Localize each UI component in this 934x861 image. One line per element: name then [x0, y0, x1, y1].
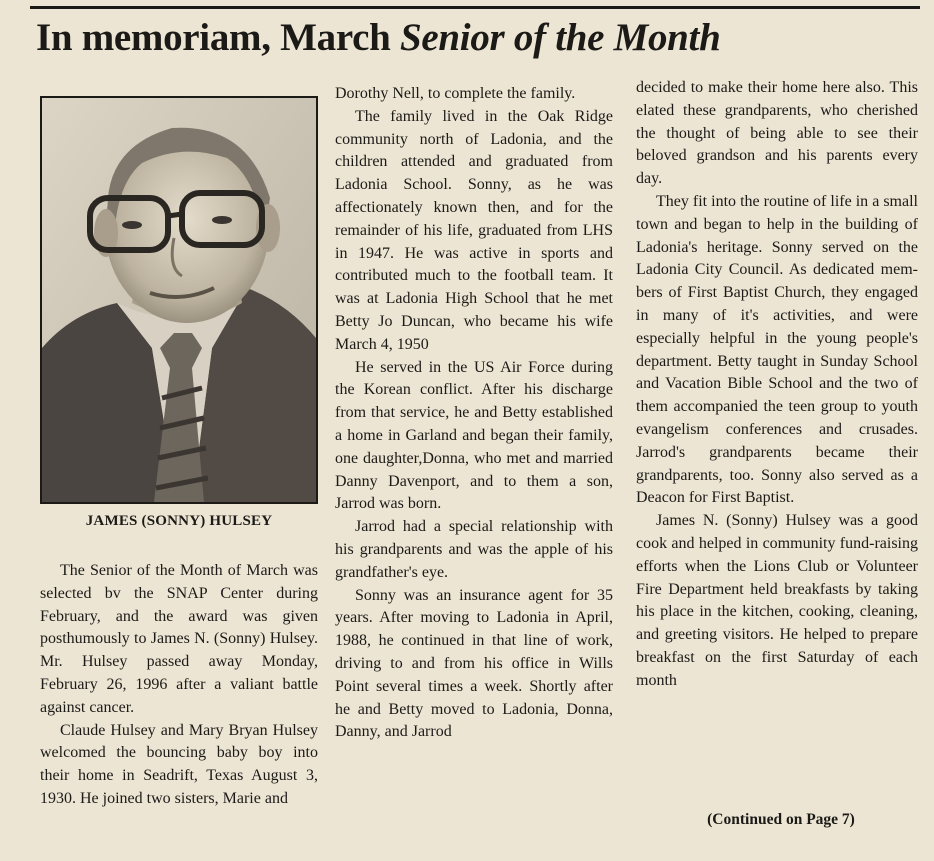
- headline: [36, 12, 916, 64]
- article-column-2: [335, 83, 613, 861]
- top-rule: [30, 0, 920, 9]
- paragraph: Jarrod had a special relationship with his grandparents and was the apple of his grandfather's eye.: [335, 518, 613, 581]
- headline-text: In memoriam, March: [36, 16, 401, 59]
- paragraph: decided to make their home here also. This elated these grandparents, who cherished the thought of being able to see their beloved grandson and his parents every day.: [636, 79, 918, 188]
- portrait-image: [42, 98, 316, 502]
- paragraph: The Senior of the Month of March was selected bv the SNAP Center during February, and the award was given posthumously to James N. (Sonny) Hulsey. Mr. Hulsey passed away Monday, February 26, 1996 after a valiant battle against cancer.: [40, 562, 318, 716]
- continued-on-page-link[interactable]: (Continued on Page 7): [707, 811, 855, 828]
- paragraph: Claude Hulsey and Mary Bryan Hulsey welcomed the bouncing baby boy into their home in Seadrift, Texas August 3, 1930. He joined two sisters, Marie and: [40, 721, 318, 807]
- article-column-1: [40, 560, 318, 860]
- photo-caption: JAMES (SONNY) HULSEY: [85, 513, 273, 529]
- portrait-photo: [40, 96, 318, 504]
- paragraph: James N. (Sonny) Hulsey was a good cook and helped in community fund-raising efforts when the Lions Club or Volunteer Fire Department held breakfasts by taking his place in the kitchen, cooking, cleaning, and greeting visitors. He helped to prepare breakfast on the first Saturday of each month: [636, 512, 918, 689]
- paragraph: Dorothy Nell, to complete the family.: [335, 85, 576, 102]
- paragraph: The family lived in the Oak Ridge community north of Ladonia, and the children attended and graduated from Ladonia School. Sonny, as he was affectionately known then, and for the remainder of his life, graduated from LHS in 1947. He was active in sports and contributed much to the football team. It was at Ladonia High School that he met Betty Jo Duncan, who became his wife March 4, 1950: [335, 107, 613, 353]
- article-column-3: [636, 77, 918, 789]
- paragraph: They fit into the routine of life in a small town and began to help in the building of Ladonia's heritage. Sonny served on the Ladonia City Council. As dedicated members of First Baptist Church, they engaged in many of it's activities, and were especially helpful in the young people's department. Betty taught in Sunday School and Vacation Bible School and the two of them accompanied the teen group to youth evangelism conferences and crusades. Jarrod's grandparents became their grandparents, too. Sonny also served as a Deacon for First Baptist.: [636, 192, 918, 507]
- headline-italic-text: Senior of the Month: [400, 16, 721, 59]
- paragraph: Sonny was an insurance agent for 35 years. After moving to Ladonia in April, 1988, he continued in that line of work, driving to and from his office in Wills Point several times a week. Shortly after he and Betty moved to Ladonia, Donna, Danny, and Jarrod: [335, 586, 613, 741]
- paragraph: He served in the US Air Force during the Korean conflict. After his discharge from that service, he and Betty established a home in Garland and began their family, one daughter,Donna, who met and married Danny Davenport, and to them a son, Jarrod was born.: [335, 358, 613, 513]
